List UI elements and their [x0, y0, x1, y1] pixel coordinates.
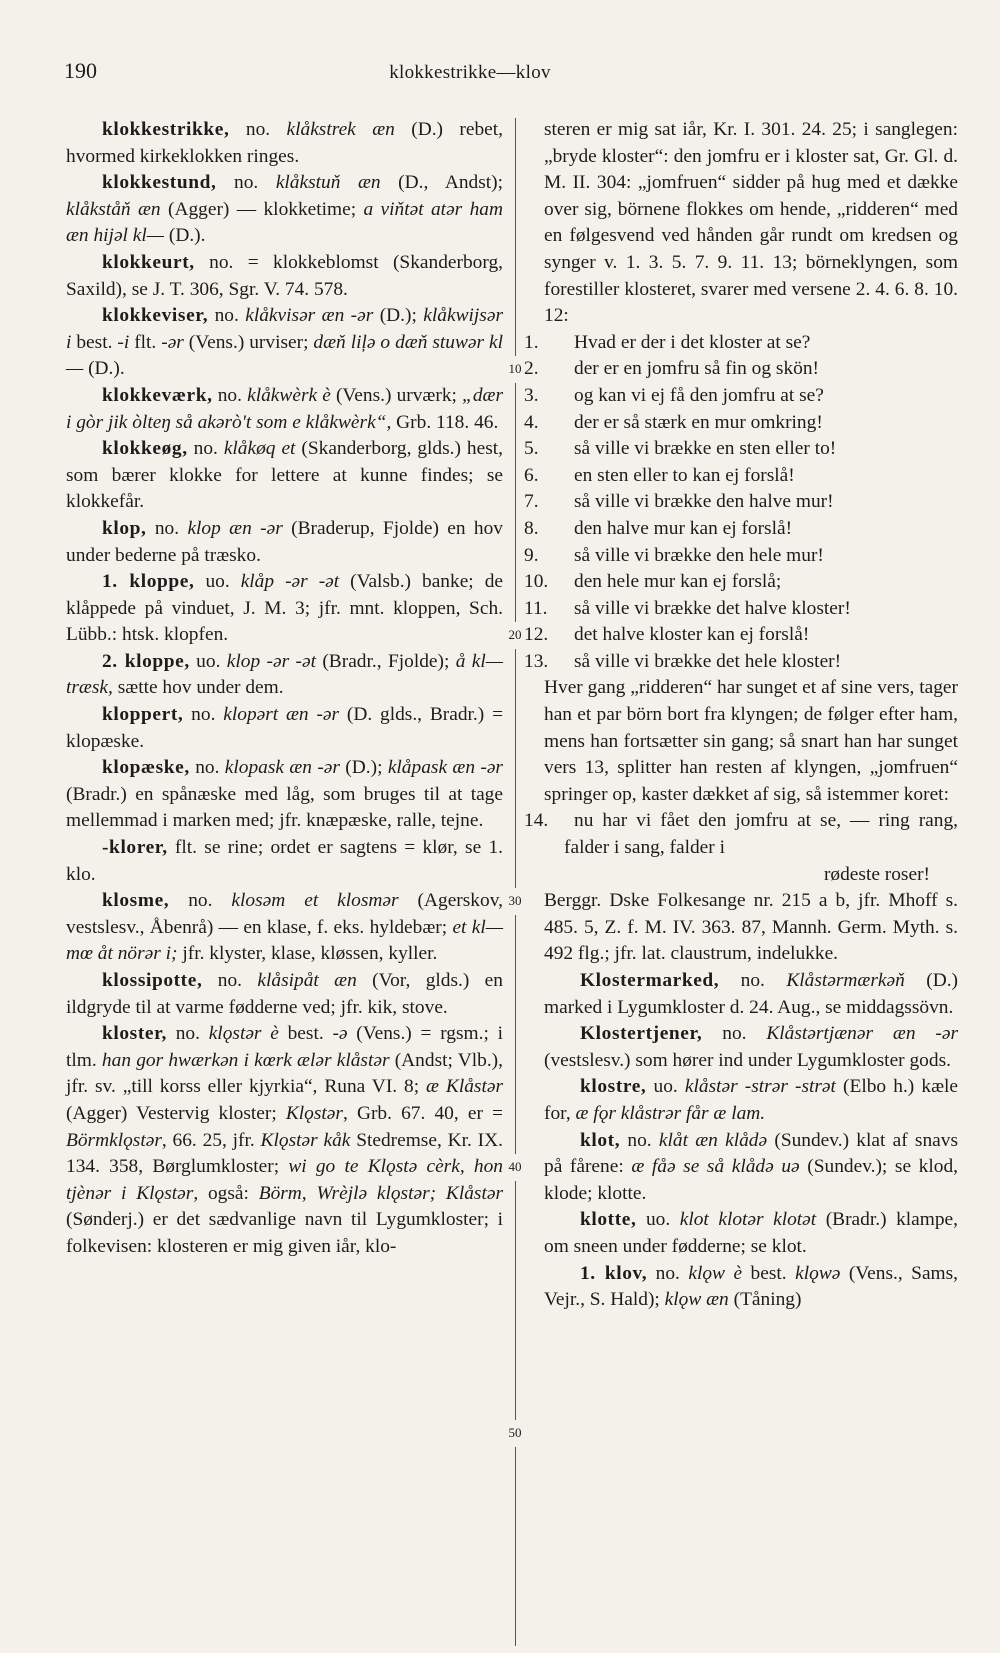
dictionary-entry	[66, 383, 503, 436]
dictionary-entry	[544, 1261, 958, 1314]
song-verses	[524, 330, 958, 676]
entry-dialect-form: klǫstər è	[208, 1023, 279, 1045]
entry-dialect-form: han gor hwærkən i kœrk ælər klåstər	[101, 1049, 390, 1071]
verse-line	[524, 356, 958, 383]
entry-lemma: Klostermarked,	[580, 970, 720, 991]
dictionary-entry	[66, 755, 503, 835]
dictionary-entry	[66, 835, 503, 888]
entry-dialect-form: dæň liļə o dæň stuwər kl—	[66, 331, 504, 380]
entry-text: (Vens.) = rgsm.; i tlm.	[66, 1023, 504, 1071]
entry-dialect-form: a viňtət atər ham æn hijəl kl—	[66, 198, 503, 247]
entry-dialect-form: Klǫstər kåk	[260, 1129, 351, 1151]
entry-text: (Sundev.) klat af snavs på fårene:	[544, 1129, 958, 1178]
entry-text: sætte hov under dem.	[112, 677, 284, 699]
entry-lemma: klotte,	[580, 1209, 637, 1231]
entry-dialect-form: klop -ər -ət	[226, 650, 316, 672]
entry-text: (Vens.) urviser;	[183, 331, 314, 353]
entry-text: (D.);	[339, 757, 388, 779]
entry-lemma: klossipotte,	[102, 970, 203, 991]
line-number-30: 30	[503, 888, 527, 915]
dictionary-entry	[66, 888, 503, 968]
dictionary-entry	[66, 436, 503, 516]
entry-text: (D.).	[83, 358, 125, 380]
verse-text: der er så stærk en mur omkring!	[574, 411, 823, 433]
entry-text: uo.	[194, 571, 241, 593]
entry-text: (D., Andst);	[380, 172, 503, 194]
verse-text: nu har vi fået den jomfru at se, — ring rang, falder i sang, falder i	[564, 810, 958, 859]
verse-line	[524, 330, 958, 357]
entry-dialect-form: klåkwijsər i	[66, 305, 503, 353]
entry-dialect-form: klot klotər klotət	[679, 1209, 817, 1231]
entry-dialect-form: klåt æn klådə	[658, 1129, 768, 1151]
entry-text: (Bradr.) en spånæske med låg, som bruges til at tage mellemmad i marken med; jfr. knæpæske, ralle, tejne.	[66, 783, 503, 832]
verse-number: 4.	[524, 411, 539, 433]
entry-lemma: 1. kloppe,	[102, 571, 195, 593]
verse-number: 2.	[524, 358, 539, 380]
entry-dialect-form: Klǫstər	[285, 1102, 343, 1124]
verse-number: 12.	[524, 624, 549, 646]
entry-text: no.	[187, 438, 224, 460]
entry-text: no.	[702, 1023, 767, 1045]
verse-number: 13.	[524, 650, 549, 672]
entry-text: (Tåning)	[728, 1289, 802, 1311]
entry-lemma: klop,	[102, 517, 147, 539]
entry-text: uo.	[189, 650, 227, 672]
verse-text: der er en jomfru så fin og skön!	[574, 358, 820, 380]
entry-text: (D.);	[373, 305, 424, 327]
line-number-50: 50	[503, 1420, 527, 1447]
verse-line	[524, 489, 958, 516]
dictionary-entry	[544, 1207, 958, 1260]
entry-dialect-form: klǫwə	[795, 1262, 841, 1284]
entry-text: (Vens., Sams, Vejr., S. Hald);	[544, 1262, 959, 1311]
entry-text: (Bradr.) klampe, om sneen under fødderne; se klot.	[544, 1209, 958, 1257]
dictionary-entry	[66, 1021, 503, 1260]
dictionary-entry	[66, 702, 503, 755]
entry-text: best.	[71, 331, 118, 353]
entry-dialect-form: -i	[117, 331, 130, 353]
entry-text: , 66. 25, jfr.	[161, 1129, 261, 1151]
verse-ending: rødeste roser!	[823, 863, 930, 885]
entry-dialect-form: -ər	[161, 331, 184, 353]
entry-text: no.	[169, 890, 232, 912]
entry-dialect-form: klosəm et klosmər	[231, 890, 399, 912]
entry-text: (Agger) — klokketime;	[160, 198, 364, 220]
entry-text: (D. glds., Bradr.) = klopæske.	[66, 704, 503, 752]
verse-line	[524, 622, 958, 649]
verse-text: så ville vi brække det halve kloster!	[574, 597, 851, 619]
entry-text: no. = klokkeblomst (Skanderborg, Saxild), se J. T. 306, Sgr. V. 74. 578.	[66, 251, 503, 300]
entry-text: best.	[742, 1262, 796, 1284]
running-head: klokkestrikke—klov	[389, 62, 551, 83]
entry-dialect-form: klåkøq et	[223, 438, 296, 460]
entry-lemma: klostre,	[580, 1076, 647, 1098]
entry-dialect-form: Klåstərtjænər æn -ər	[766, 1023, 958, 1045]
entry-lemma: klokkeværk,	[102, 384, 213, 406]
verse-text: så ville vi brække en sten eller to!	[574, 438, 837, 460]
dictionary-entry	[544, 1074, 958, 1127]
entry-text: no.	[647, 1262, 689, 1284]
verse-number: 3.	[524, 384, 539, 406]
entry-lemma: klopæske,	[102, 757, 190, 779]
entry-text: no.	[183, 704, 224, 726]
entry-text: no.	[146, 517, 188, 539]
page-number: 190	[64, 58, 97, 83]
entry-dialect-form: „dær i gòr jik òlteŋ så akərò't som e klåkwèrk“	[66, 384, 503, 433]
entry-text: no.	[212, 384, 248, 406]
verse-number: 11.	[524, 597, 548, 619]
entry-dialect-form: klopask æn -ər	[224, 757, 340, 779]
entry-text: , Grb. 118. 46.	[386, 411, 499, 433]
entry-lemma: klokkestund,	[102, 172, 217, 194]
verse-line	[524, 569, 958, 596]
entry-dialect-form: klåkstuň æn	[275, 172, 381, 194]
verse-line	[524, 596, 958, 623]
entry-dialect-form: klop æn -ər	[187, 517, 283, 539]
entry-dialect-form: klåkstrek æn	[286, 119, 395, 140]
entry-dialect-form: klåkståň æn	[66, 198, 161, 220]
verse-line	[524, 383, 958, 410]
dictionary-entry	[66, 303, 503, 383]
verse-number: 8.	[524, 517, 539, 539]
entry-text: (Valsb.) banke; de klåppede på vinduet, J. M. 3; jfr. mnt. kloppen, Sch. Lübb.: htsk. klopfen.	[66, 571, 503, 646]
entry-text: (Vor, glds.) en ildgryde til at varme fødderne ved; jfr. kik, stove.	[66, 970, 503, 1018]
entry-lemma: 1. klov,	[580, 1262, 648, 1284]
entry-dialect-form: klåsipåt æn	[257, 970, 357, 991]
entry-text: jfr. klyster, klase, kløssen, kyller.	[177, 943, 438, 965]
entry-text: flt.	[129, 331, 162, 353]
verse-text: så ville vi brække den halve mur!	[574, 491, 834, 513]
verse-number: 5.	[524, 438, 539, 460]
verse-number: 7.	[524, 491, 539, 513]
entry-text: (Andst; Vlb.), jfr. sv. „till korss eller kjyrkia“, Runa VI. 8;	[66, 1049, 503, 1098]
verse-number: 10.	[524, 571, 549, 593]
entry-dialect-form: wi go te Klǫstə cèrk, hon tjènər i Klǫstər	[66, 1156, 503, 1204]
right-column	[524, 117, 959, 1314]
entry-text: (Skanderborg, glds.) hest, som bærer klokke for lettere at kunne findes; se klokkefår.	[66, 438, 504, 513]
verse-number: 6.	[524, 464, 539, 486]
verse-line	[524, 649, 958, 676]
entry-text: no.	[208, 305, 246, 327]
entry-text: (Vens.) urværk;	[330, 384, 463, 406]
entry-dialect-form: æ fǫr klåstrər får æ lam.	[575, 1102, 766, 1124]
entry-text: no.	[620, 1129, 659, 1151]
verse-text: så ville vi brække den hele mur!	[574, 544, 824, 566]
entry-lemma: klokkeviser,	[102, 305, 209, 327]
entry-text: no.	[166, 1023, 209, 1045]
dictionary-entry	[544, 968, 958, 1021]
entry-text: (D.).	[164, 225, 206, 247]
entry-lemma: klokkestrikke,	[102, 119, 230, 140]
entry-text: (vestslesv.) som hører ind under Lygumkloster gods.	[544, 1049, 951, 1071]
entry-text: flt. se rine; ordet er sagtens = klør, se 1. klo.	[66, 837, 503, 885]
entry-lemma: -klorer,	[102, 837, 168, 859]
verse-text: en sten eller to kan ej forslå!	[574, 464, 795, 486]
entry-dialect-form: -ə	[332, 1023, 348, 1045]
entry-dialect-form: klåp -ər -ət	[240, 571, 340, 593]
verse-line	[524, 808, 958, 861]
verse-line	[524, 436, 958, 463]
entry-dialect-form: klåstər -strər -strət	[684, 1076, 836, 1098]
entry-text: (Elbo h.) kæle for,	[544, 1076, 958, 1124]
entry-dialect-form: Börmklǫstər	[66, 1129, 162, 1151]
entry-dialect-form: klopərt æn -ər	[223, 704, 340, 726]
verse-number: 14.	[524, 810, 549, 832]
entry-lemma: kloster,	[102, 1023, 167, 1045]
entry-lemma: klokkeøg,	[102, 438, 188, 460]
references: Berggr. Dske Folkesange nr. 215 a b, jfr. Mhoff s. 485. 5, Z. f. M. IV. 363. 87, Mannh. Germ. Myth. s. 492 flg.; jfr. lat. claustrum, indelukke.	[544, 890, 958, 965]
entry-text: (Sundev.); se klod, klode; klotte.	[544, 1156, 958, 1204]
entry-text: Stedremse, Kr. IX. 134. 358, Børglumkloster;	[66, 1129, 503, 1178]
entry-text: , også:	[193, 1182, 259, 1204]
entry-text: (Agger) Vestervig kloster;	[66, 1102, 286, 1124]
entry-text: uo.	[636, 1209, 680, 1231]
entry-lemma: Klostertjener,	[580, 1023, 703, 1045]
entry-text: no.	[719, 970, 787, 991]
verse-number: 1.	[524, 331, 539, 353]
entry-dialect-form: å kl— træsk,	[66, 650, 504, 699]
verse-text: det halve kloster kan ej forslå!	[574, 624, 810, 646]
entry-text: (D.) rebet, hvormed kirkeklokken ringes.	[66, 119, 504, 167]
line-number-20: 20	[503, 622, 527, 649]
verse-number: 9.	[524, 544, 539, 566]
entry-text: no.	[202, 970, 258, 991]
line-number-40: 40	[503, 1154, 527, 1181]
entry-lemma: klot,	[580, 1129, 621, 1151]
dictionary-entry	[66, 170, 503, 250]
dictionary-entry	[544, 1021, 958, 1074]
line-number-10: 10	[503, 356, 527, 383]
verse-line	[524, 516, 958, 543]
dictionary-entry	[544, 1128, 958, 1208]
page-header	[0, 58, 1000, 98]
entry-text: no.	[189, 757, 225, 779]
entry-continuation: steren er mig sat iår, Kr. I. 301. 24. 25; i sanglegen: „bryde kloster“: den jomfru er i kloster sat, Gr. Gl. d. M. II. 304: „jomfruen“ sidder på hug med et dække over sig, börnene flokkes om hende, „ridderen“ med en følgesvend ved hånden går rundt om kredsen og synger v. 1. 3. 5. 7. 9. 11. 13; börneklyngen, som forestiller klosteret, svarer med versene 2. 4. 6. 8. 10. 12:	[544, 119, 958, 327]
entry-dialect-form: Börm, Wrèjlə klǫstər; Klåstər	[258, 1182, 504, 1204]
dictionary-entry	[66, 968, 503, 1021]
entry-dialect-form: klåkwèrk è	[247, 384, 331, 406]
entry-text: (Agerskov, vestslesv., Åbenrå) — en klase, f. eks. hyldebær;	[66, 890, 503, 938]
left-column	[66, 117, 503, 1261]
verse-text: Hvad er der i det kloster at se?	[574, 331, 811, 353]
entry-text: (Braderup, Fjolde) en hov under bederne på træsko.	[66, 517, 504, 566]
dictionary-entry	[66, 569, 503, 649]
entry-lemma: kloppert,	[102, 704, 184, 726]
verse-text: den halve mur kan ej forslå!	[574, 517, 793, 539]
verse-text: og kan vi ej få den jomfru at se?	[574, 384, 824, 406]
entry-dialect-form: klǫw æn	[664, 1289, 729, 1311]
entry-dialect-form: Klåstərmærkəň	[786, 970, 905, 991]
entry-dialect-form: klåkvisər æn -ər	[245, 305, 374, 327]
entry-text: best.	[278, 1023, 333, 1045]
entry-lemma: klosme,	[102, 890, 170, 912]
entry-lemma: 2. kloppe,	[102, 650, 190, 672]
entry-text: , Grb. 67. 40, er =	[342, 1102, 503, 1124]
entry-dialect-form: æ fåə se så klådə uə	[631, 1156, 800, 1178]
dictionary-entry	[66, 516, 503, 569]
verse-text: den hele mur kan ej forslå;	[574, 571, 782, 593]
entry-dialect-form: et kl— mœ åt nörər i;	[66, 916, 503, 965]
dictionary-entry	[66, 117, 503, 170]
entry-text: (D.) marked i Lygumkloster d. 24. Aug., se middagssövn.	[544, 970, 958, 1018]
entry-dialect-form: æ Klåstər	[426, 1076, 503, 1098]
entry-dialect-form: klǫw è	[688, 1262, 743, 1284]
entry-dialect-form: klåpask æn -ər	[387, 757, 503, 779]
verse-line	[524, 410, 958, 437]
entry-text: (Sønderj.) er det sædvanlige navn til Lygumkloster; i folkevisen: klosteren er mig given iår, klo-	[66, 1209, 503, 1257]
game-description: Hver gang „ridderen“ har sunget et af sine vers, tager han et par börn bort fra klyngen; de følger efter ham, mens han fortsætter sin gang; så snart han har sunget vers 13, splitter han resten af klyngen, „jomfruen“ springer op, kaster dækket af sig, så istemmer koret:	[544, 677, 958, 805]
entry-lemma: klokkeurt,	[102, 251, 195, 273]
verse-line	[524, 543, 958, 570]
entry-text: no.	[216, 172, 276, 194]
dictionary-entry	[66, 250, 503, 303]
entry-text: (Bradr., Fjolde);	[315, 650, 456, 672]
dictionary-entry	[66, 649, 503, 702]
verse-line	[524, 463, 958, 490]
entry-text: uo.	[646, 1076, 685, 1098]
verse-text: så ville vi brække det hele kloster!	[574, 650, 842, 672]
entry-text: no.	[229, 119, 287, 140]
